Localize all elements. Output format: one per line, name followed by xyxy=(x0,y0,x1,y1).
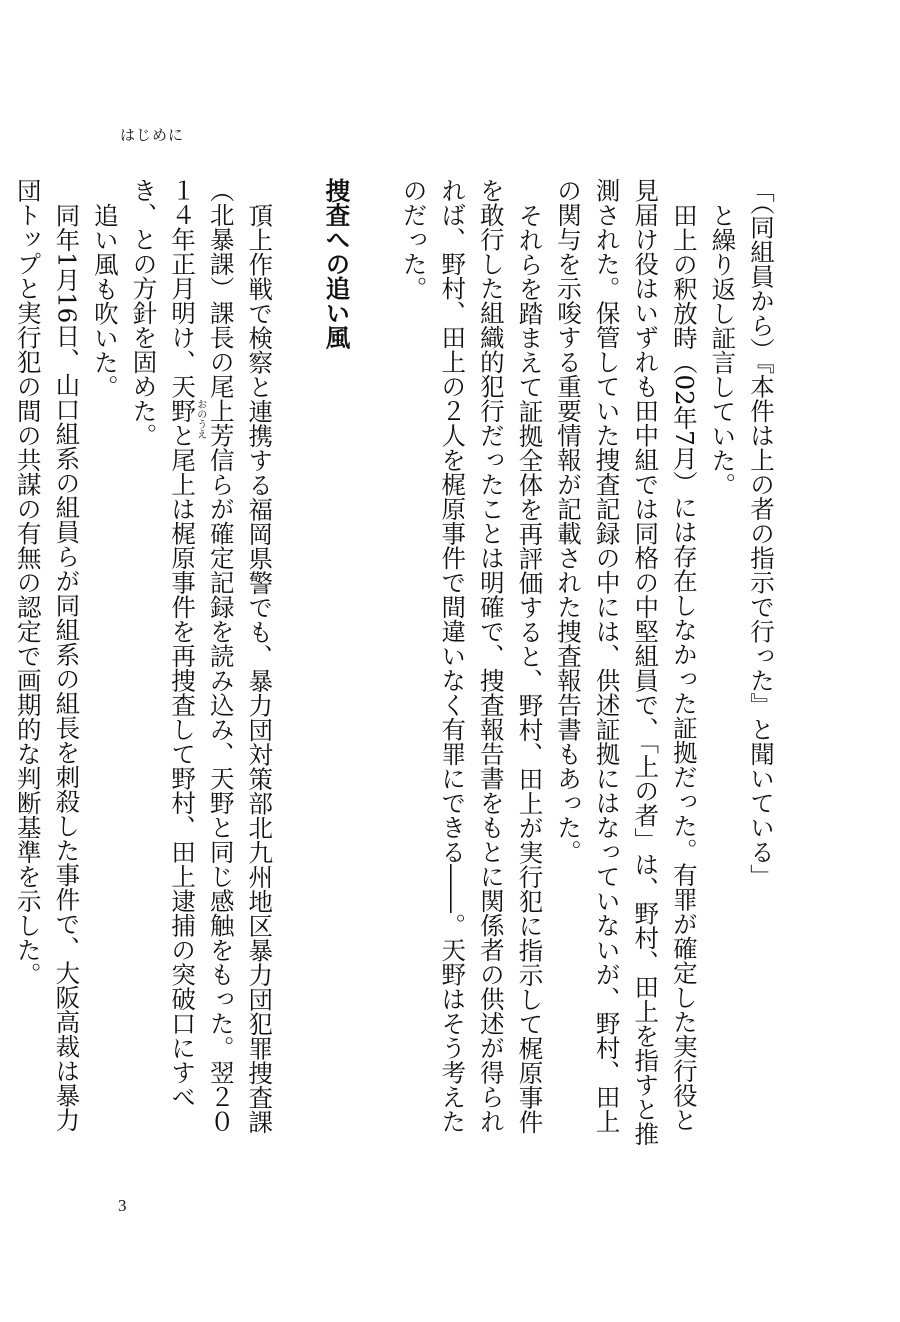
running-head: はじめに xyxy=(120,126,185,144)
paragraph: 同年1月16日、山口組系の組員らが同組系の組長を刺殺した事件で、大阪高裁は暴力団トップと実行犯の間の共謀の有無の認定で画期的な判断基準を示した。 xyxy=(13,178,82,1132)
quote-paragraph: 「（同組員から）『本件は上の者の指示で行った』と聞いている」 xyxy=(747,178,776,889)
ruby-name xyxy=(194,374,236,439)
paragraph: 追い風も吹いた。 xyxy=(90,202,120,399)
paragraph xyxy=(124,178,278,1148)
paragraph: 田上の釈放時（02年7月）には存在しなかった証拠だった。有罪が確定した実行役と見届け役はいずれも田中組では同格の中堅組員で、「上の者」は、野村、田上を指すと推測された。保管していた捜査記録の中には、供述証拠にはなっていないが、野村、田上の関与を示唆する重要情報が記載された捜査報告書もあった。 xyxy=(554,178,699,1146)
paragraph-text: 芳信らが確定記録を読み込み、天野と同じ感触をもった。翌２０１４年正月明け、天野と尾上は梶原事件を再捜査して野村、田上逮捕の突破口にすべき、との方針を固めた。 xyxy=(129,178,236,1134)
quote-continuation: と繰り返し証言していた。 xyxy=(708,202,738,497)
paragraph: それらを踏まえて証拠全体を再評価すると、野村、田上が実行犯に指示して梶原事件を敢行した組織的犯行だったことは明確で、捜査報告書をもとに関係者の供述が得られれば、野村、田上の２人を梶原事件で間違いなく有罪にできる――。天野はそう考えたのだった。 xyxy=(399,178,545,1134)
body-text xyxy=(13,178,780,1148)
paragraph-text: 頂上作戦で検察と連携する福岡県警でも、暴力団対策部北九州地区暴力団犯罪捜査課（北暴課）課長の xyxy=(206,178,275,1134)
section-heading: 捜査への追い風 xyxy=(322,178,352,350)
ruby-reading: おのうえ xyxy=(194,398,206,439)
page-number: 3 xyxy=(118,1196,127,1215)
ruby-base: 尾上 xyxy=(206,374,236,423)
